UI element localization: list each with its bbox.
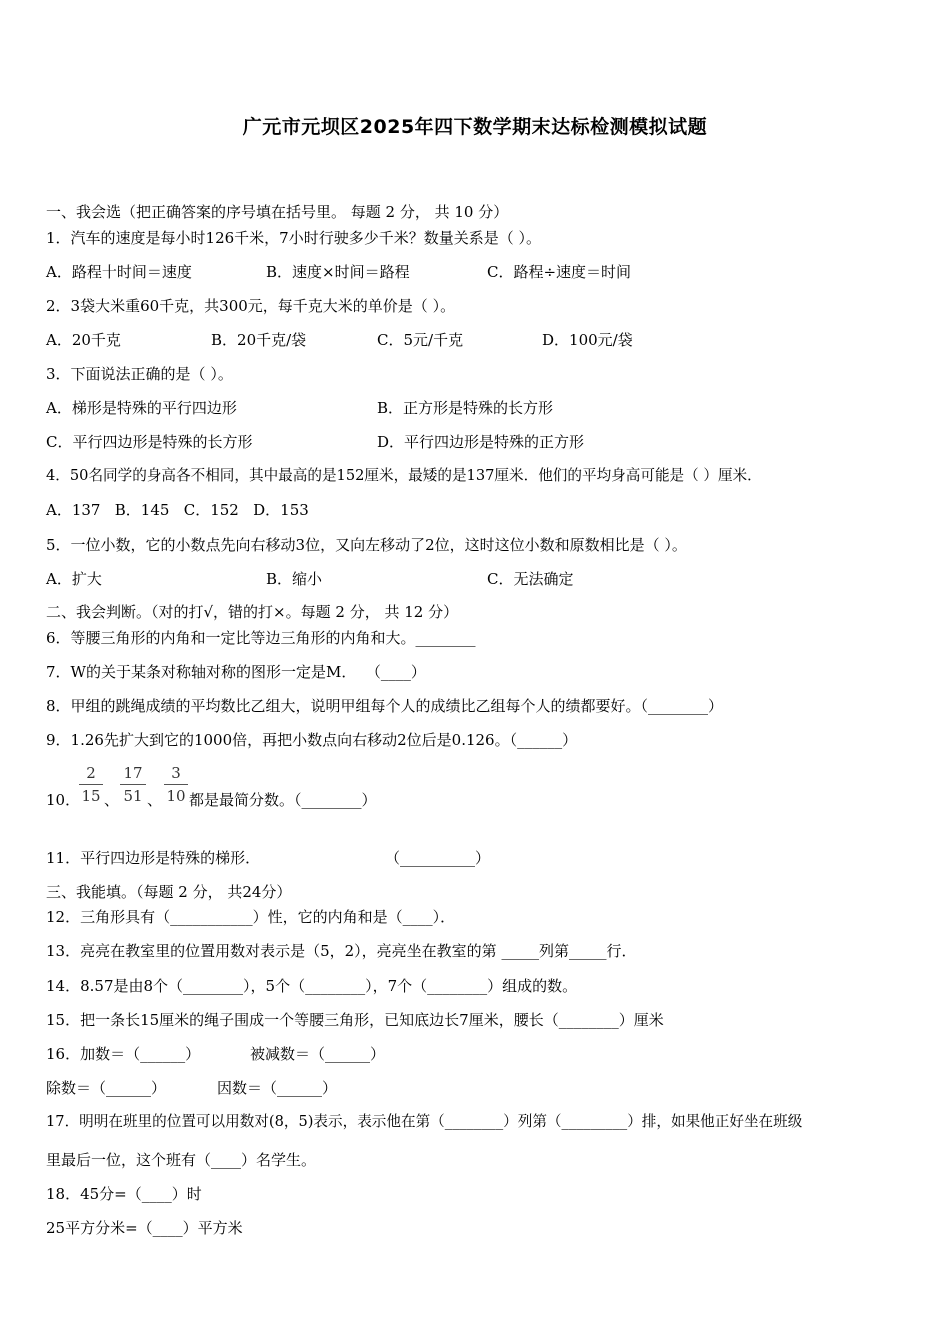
- page-title: 广元市元坝区2025年四下数学期末达标检测模拟试题: [242, 116, 708, 138]
- section-2-heading: 二、我会判断。（对的打√，错的打×。每题 2 分， 共 12 分）: [46, 603, 459, 621]
- question-8: 8．甲组的跳绳成绩的平均数比乙组大，说明甲组每个人的成绩比乙组每个人的绩都要好。（________）: [46, 697, 724, 715]
- fraction-numerator: 17: [123, 764, 143, 782]
- q5-option-a: A．扩大: [46, 570, 102, 588]
- question-18-part-a: 18．45分=（____）时: [46, 1185, 202, 1203]
- question-3: 3．下面说法正确的是（ ）。: [46, 365, 233, 383]
- q10-fraction-2: [120, 764, 146, 805]
- q3-option-b: B．正方形是特殊的长方形: [377, 399, 554, 417]
- q16-part-d: 因数＝（______）: [217, 1079, 338, 1097]
- q3-option-a: A．梯形是特殊的平行四边形: [46, 399, 237, 417]
- question-12: 12．三角形具有（___________）性，它的内角和是（____）．: [46, 908, 456, 926]
- question-17-line-1: 17．明明在班里的位置可以用数对(8，5)表示，表示他在第（________）列第（_________）排，如果他正好坐在班级: [46, 1113, 803, 1130]
- question-18-part-b: 25平方分米=（____）平方米: [46, 1219, 243, 1237]
- q1-option-b: B．速度×时间＝路程: [266, 263, 410, 281]
- q10-fraction-3: [164, 764, 188, 805]
- q4-options: A．137 B．145 C．152 D．153: [46, 501, 309, 519]
- question-7: 7．W的关于某条对称轴对称的图形一定是M． （____）: [46, 663, 426, 681]
- q2-option-d: D．100元/袋: [542, 331, 633, 349]
- question-9: 9．1.26先扩大到它的1000倍，再把小数点向右移动2位后是0.126。（______）: [46, 731, 578, 749]
- q3-option-c: C．平行四边形是特殊的长方形: [46, 433, 253, 451]
- q10-suffix: 都是最简分数。（________）: [189, 791, 377, 809]
- q2-option-c: C．5元/千克: [377, 331, 464, 349]
- q11-blank: （__________）: [385, 849, 491, 867]
- question-5: 5．一位小数，它的小数点先向右移动3位，又向左移动了2位，这时这位小数和原数相比是（ ）。: [46, 536, 687, 554]
- q5-option-c: C．无法确定: [487, 570, 574, 588]
- q10-prefix: 10．: [46, 791, 81, 809]
- question-11: 11．平行四边形是特殊的梯形．: [46, 849, 261, 867]
- question-15: 15．把一条长15厘米的绳子围成一个等腰三角形，已知底边长7厘米，腰长（________）厘米: [46, 1011, 664, 1029]
- question-2: 2．3袋大米重60千克，共300元，每千克大米的单价是（ ）。: [46, 297, 456, 315]
- fraction-denominator: 51: [123, 787, 143, 805]
- fraction-numerator: 3: [171, 764, 181, 782]
- fraction-bar: [120, 784, 146, 785]
- q5-option-b: B．缩小: [266, 570, 323, 588]
- fraction-bar: [164, 784, 188, 785]
- q10-fraction-1: [79, 764, 103, 805]
- q10-separator: 、: [147, 791, 163, 809]
- q2-option-a: A．20千克: [46, 331, 121, 349]
- q16-part-b: 被减数＝（______）: [250, 1045, 386, 1063]
- fraction-numerator: 2: [86, 764, 96, 782]
- q2-option-b: B．20千克/袋: [211, 331, 307, 349]
- q3-option-d: D．平行四边形是特殊的正方形: [377, 433, 585, 451]
- question-1: 1．汽车的速度是每小时126千米，7小时行驶多少千米？数量关系是（ ）。: [46, 229, 541, 247]
- q16-part-c: 除数＝（______）: [46, 1079, 167, 1097]
- q16-part-a: 16．加数＝（______）: [46, 1045, 201, 1063]
- section-3-heading: 三、我能填。（每题 2 分， 共24分）: [46, 883, 292, 901]
- question-6: 6．等腰三角形的内角和一定比等边三角形的内角和大。________: [46, 629, 476, 647]
- question-13: 13．亮亮在教室里的位置用数对表示是（5，2），亮亮坐在教室的第 _____列第_____行．: [46, 942, 637, 960]
- fraction-denominator: 10: [166, 787, 186, 805]
- question-17-line-2: 里最后一位，这个班有（____）名学生。: [46, 1151, 317, 1169]
- q1-option-a: A．路程十时间＝速度: [46, 263, 192, 281]
- fraction-denominator: 15: [81, 787, 101, 805]
- section-1-heading: 一、我会选（把正确答案的序号填在括号里。 每题 2 分， 共 10 分）: [46, 203, 509, 221]
- q10-separator: 、: [104, 791, 120, 809]
- question-4: 4．50名同学的身高各不相同，其中最高的是152厘米，最矮的是137厘米．他们的平均身高可能是（ ）厘米．: [46, 467, 762, 484]
- fraction-bar: [79, 784, 103, 785]
- question-14: 14．8.57是由8个（________），5个（________），7个（________）组成的数。: [46, 977, 578, 995]
- q1-option-c: C．路程÷速度＝时间: [487, 263, 632, 281]
